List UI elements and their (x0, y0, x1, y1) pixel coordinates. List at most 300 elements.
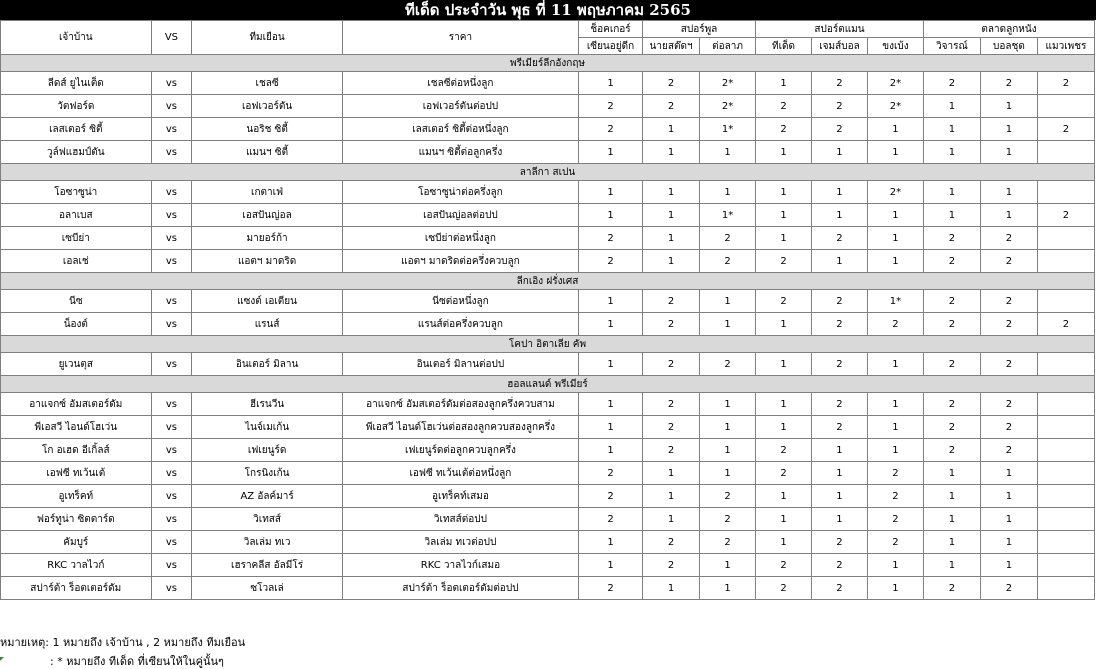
pick-cell: 1 (700, 416, 756, 439)
header-tipster: เจมส์บอล (812, 38, 868, 55)
match-row (1, 250, 1095, 273)
away-team: ฮีเรนวีน (192, 393, 343, 416)
pick-cell: 2 (643, 290, 700, 313)
pick-cell: 1 (867, 250, 923, 273)
pick-cell: 1 (756, 393, 812, 416)
pick-cell: 1 (867, 353, 923, 376)
pick-cell: 1 (812, 508, 868, 531)
corner-marker (0, 657, 4, 661)
handicap-price: เอฟซี ทเว้นเต้ต่อหนึ่งลูก (342, 462, 578, 485)
pick-cell: 2 (1037, 313, 1094, 336)
pick-cell: 1 (756, 531, 812, 554)
pick-cell: 2 (923, 227, 980, 250)
home-team: นีซ (1, 290, 152, 313)
match-row (1, 577, 1095, 600)
pick-cell: 1 (700, 462, 756, 485)
pick-cell: 2 (923, 439, 980, 462)
header-tipster: ขงเบ้ง (867, 38, 923, 55)
away-team: ไนจ์เมเก้น (192, 416, 343, 439)
pick-cell: 1 (812, 250, 868, 273)
pick-cell: 1 (643, 485, 700, 508)
pick-cell: 2 (756, 462, 812, 485)
match-row (1, 204, 1095, 227)
pick-cell: 1 (812, 485, 868, 508)
handicap-price: RKC วาลไวก์เสมอ (342, 554, 578, 577)
pick-cell: 2 (980, 72, 1037, 95)
pick-cell: 1 (923, 508, 980, 531)
pick-cell: 2 (812, 313, 868, 336)
pick-cell: 1 (812, 204, 868, 227)
pick-cell: 2 (923, 416, 980, 439)
pick-cell: 1 (980, 531, 1037, 554)
home-team: พีเอสวี ไอนด์โฮเว่น (1, 416, 152, 439)
handicap-price: นีซต่อหนึ่งลูก (342, 290, 578, 313)
pick-cell: 1 (643, 250, 700, 273)
pick-cell: 2 (578, 462, 642, 485)
pick-cell (1037, 250, 1094, 273)
pick-cell: 2 (812, 353, 868, 376)
pick-cell: 1 (867, 118, 923, 141)
pick-cell (1037, 439, 1094, 462)
away-team: AZ อัลค์มาร์ (192, 485, 343, 508)
pick-cell: 1 (643, 204, 700, 227)
handicap-price: โอซาซูน่าต่อครึ่งลูก (342, 181, 578, 204)
pick-cell: 1 (980, 462, 1037, 485)
pick-cell: 2 (867, 485, 923, 508)
vs-label: vs (151, 181, 192, 204)
away-team: เอสปันญ่อล (192, 204, 343, 227)
pick-cell: 1 (700, 439, 756, 462)
pick-cell (1037, 508, 1094, 531)
pick-cell: 2 (812, 95, 868, 118)
pick-cell: 1 (700, 313, 756, 336)
pick-cell: 1 (643, 508, 700, 531)
pick-cell: 2 (923, 290, 980, 313)
pick-cell: 1 (923, 95, 980, 118)
pick-cell: 1 (756, 141, 812, 164)
vs-label: vs (151, 313, 192, 336)
match-row (1, 439, 1095, 462)
pick-cell: 1 (700, 554, 756, 577)
match-row (1, 416, 1095, 439)
pick-cell: 1 (812, 462, 868, 485)
pick-cell: 1 (578, 393, 642, 416)
pick-cell: 1* (700, 118, 756, 141)
pick-cell: 2 (578, 485, 642, 508)
pick-cell: 2 (700, 353, 756, 376)
vs-label: vs (151, 141, 192, 164)
pick-cell: 1 (980, 141, 1037, 164)
away-team: เอฟเวอร์ตัน (192, 95, 343, 118)
pick-cell: 2 (812, 227, 868, 250)
pick-cell: 2 (812, 416, 868, 439)
pick-cell: 1 (867, 227, 923, 250)
away-team: แอตฯ มาดริด (192, 250, 343, 273)
pick-cell: 2 (1037, 72, 1094, 95)
pick-cell (1037, 485, 1094, 508)
pick-cell (1037, 227, 1094, 250)
vs-label: vs (151, 508, 192, 531)
pick-cell: 2 (756, 554, 812, 577)
home-team: อูเทร็คท์ (1, 485, 152, 508)
vs-label: vs (151, 577, 192, 600)
header-tipster: นายสต๊ดฯ (643, 38, 700, 55)
pick-cell: 1 (578, 439, 642, 462)
pick-cell (1037, 577, 1094, 600)
pick-cell: 2 (578, 118, 642, 141)
pick-cell (1037, 554, 1094, 577)
pick-cell: 1 (643, 118, 700, 141)
pick-cell: 1 (867, 393, 923, 416)
pick-cell: 1 (812, 141, 868, 164)
pick-cell: 1 (643, 577, 700, 600)
header-tipster: แมวเพชร (1037, 38, 1094, 55)
pick-cell: 2 (643, 531, 700, 554)
pick-cell: 1 (578, 531, 642, 554)
pick-cell (1037, 141, 1094, 164)
vs-label: vs (151, 439, 192, 462)
pick-cell: 2 (980, 577, 1037, 600)
pick-cell: 2 (923, 393, 980, 416)
home-team: RKC วาลไวก์ (1, 554, 152, 577)
match-row (1, 313, 1095, 336)
match-row (1, 462, 1095, 485)
pick-cell: 2 (643, 353, 700, 376)
pick-cell: 1 (756, 72, 812, 95)
away-team: เฮราคลีส อัลมีโร่ (192, 554, 343, 577)
vs-label: vs (151, 393, 192, 416)
pick-cell (1037, 353, 1094, 376)
pick-cell: 1* (867, 290, 923, 313)
league-row (1, 164, 1095, 181)
pick-cell: 2 (812, 531, 868, 554)
away-team: วิเทสส์ (192, 508, 343, 531)
home-team: ฟอร์ทูน่า ซิตตาร์ด (1, 508, 152, 531)
pick-cell: 2 (756, 250, 812, 273)
pick-cell: 1 (812, 181, 868, 204)
pick-cell: 2 (980, 250, 1037, 273)
pick-cell: 1 (700, 181, 756, 204)
match-row (1, 118, 1095, 141)
away-team: แรนส์ (192, 313, 343, 336)
vs-label: vs (151, 204, 192, 227)
match-row (1, 95, 1095, 118)
pick-cell (1037, 95, 1094, 118)
pick-cell: 2 (643, 95, 700, 118)
home-team: ยูเวนตุส (1, 353, 152, 376)
match-row (1, 554, 1095, 577)
home-team: อลาเบส (1, 204, 152, 227)
vs-label: vs (151, 554, 192, 577)
pick-cell: 2 (867, 462, 923, 485)
match-row (1, 393, 1095, 416)
pick-cell: 2* (700, 72, 756, 95)
match-row (1, 227, 1095, 250)
away-team: แซงต์ เอเตียน (192, 290, 343, 313)
home-team: อาแจกซ์ อัมสเตอร์ดัม (1, 393, 152, 416)
handicap-price: สปาร์ต้า ร็อตเตอร์ดัมต่อปป (342, 577, 578, 600)
handicap-price: แอตฯ มาดริดต่อครึ่งควบลูก (342, 250, 578, 273)
home-team: เอลเช่ (1, 250, 152, 273)
header-tipster: วิจารณ์ (923, 38, 980, 55)
pick-cell: 2 (980, 416, 1037, 439)
home-team: คัมบูร์ (1, 531, 152, 554)
header-group-talad: ตลาดลูกหนัง (923, 21, 1094, 38)
home-team: ลีดส์ ยูไนเต็ด (1, 72, 152, 95)
home-team: น็องต์ (1, 313, 152, 336)
pick-cell (1037, 531, 1094, 554)
pick-cell: 1 (756, 508, 812, 531)
home-team: วูล์ฟแฮมป์ตัน (1, 141, 152, 164)
header-group-sportsman: สปอร์ตแมน (756, 21, 924, 38)
pick-cell: 2 (700, 508, 756, 531)
match-row (1, 141, 1095, 164)
note-legend: หมายเหตุ: 1 หมายถึง เจ้าบ้าน , 2 หมายถึง ทีมเยือน (0, 636, 246, 649)
pick-cell: 1 (578, 313, 642, 336)
home-team: โอซาซูน่า (1, 181, 152, 204)
pick-cell: 2 (756, 439, 812, 462)
handicap-price: แรนส์ต่อครึ่งควบลูก (342, 313, 578, 336)
pick-cell: 1 (578, 72, 642, 95)
pick-cell (1037, 462, 1094, 485)
pick-cell: 1 (700, 577, 756, 600)
vs-label: vs (151, 290, 192, 313)
header-away: ทีมเยือน (192, 21, 343, 55)
pick-cell: 2 (980, 439, 1037, 462)
pick-cell: 2 (1037, 204, 1094, 227)
match-row (1, 72, 1095, 95)
match-row (1, 181, 1095, 204)
pick-cell: 2 (923, 353, 980, 376)
pick-cell: 1 (980, 508, 1037, 531)
pick-cell: 1 (867, 204, 923, 227)
pick-cell (1037, 393, 1094, 416)
vs-label: vs (151, 531, 192, 554)
pick-cell: 1 (980, 554, 1037, 577)
league-row (1, 336, 1095, 353)
pick-cell: 1 (867, 439, 923, 462)
pick-cell: 2 (923, 72, 980, 95)
pick-cell: 1 (578, 353, 642, 376)
pick-cell: 1 (578, 554, 642, 577)
pick-cell: 1 (923, 531, 980, 554)
header-tipster: บอลชุด (980, 38, 1037, 55)
pick-cell: 2 (578, 250, 642, 273)
away-team: เกตาเฟ่ (192, 181, 343, 204)
away-team: อินเตอร์ มิลาน (192, 353, 343, 376)
vs-label: vs (151, 95, 192, 118)
league-title: โคปา อิตาเลีย คัพ (1, 336, 1095, 353)
league-title: ฮอลแลนด์ พรีเมียร์ (1, 376, 1095, 393)
pick-cell: 1* (700, 204, 756, 227)
pick-cell: 1 (643, 227, 700, 250)
handicap-price: วิลเล่ม ทเวต่อปป (342, 531, 578, 554)
home-team: เอฟซี ทเว้นเต้ (1, 462, 152, 485)
league-row (1, 55, 1095, 72)
pick-cell: 1 (756, 227, 812, 250)
pick-cell: 1 (756, 353, 812, 376)
pick-cell: 1 (578, 416, 642, 439)
pick-cell: 1 (578, 290, 642, 313)
handicap-price: อูเทร็คท์เสมอ (342, 485, 578, 508)
pick-cell: 2 (578, 95, 642, 118)
pick-cell: 1 (867, 141, 923, 164)
handicap-price: เซบีย่าต่อหนึ่งลูก (342, 227, 578, 250)
pick-cell (1037, 181, 1094, 204)
pick-cell: 2 (867, 531, 923, 554)
away-team: วิลเล่ม ทเว (192, 531, 343, 554)
pick-cell: 1 (980, 485, 1037, 508)
pick-cell: 1 (700, 393, 756, 416)
vs-label: vs (151, 353, 192, 376)
pick-cell: 1 (867, 554, 923, 577)
handicap-price: เอสปันญ่อลต่อปป (342, 204, 578, 227)
vs-label: vs (151, 118, 192, 141)
pick-cell: 1 (756, 485, 812, 508)
tips-table (0, 20, 1095, 600)
pick-cell: 2 (578, 577, 642, 600)
pick-cell: 1 (578, 141, 642, 164)
pick-cell: 2 (923, 313, 980, 336)
pick-cell: 1 (812, 439, 868, 462)
header-group-sporpool: สปอร์พูล (643, 21, 756, 38)
handicap-price: เชลซีต่อหนึ่งลูก (342, 72, 578, 95)
home-team: เซบีย่า (1, 227, 152, 250)
match-row (1, 508, 1095, 531)
pick-cell: 2 (980, 353, 1037, 376)
pick-cell: 2 (643, 416, 700, 439)
vs-label: vs (151, 485, 192, 508)
pick-cell: 2 (980, 227, 1037, 250)
pick-cell: 2 (578, 227, 642, 250)
pick-cell: 2 (980, 313, 1037, 336)
pick-cell: 2* (867, 181, 923, 204)
handicap-price: เอฟเวอร์ตันต่อปป (342, 95, 578, 118)
pick-cell: 2 (867, 313, 923, 336)
pick-cell: 2 (812, 577, 868, 600)
match-row (1, 290, 1095, 313)
pick-cell: 2 (1037, 118, 1094, 141)
pick-cell: 2 (980, 393, 1037, 416)
league-row (1, 376, 1095, 393)
pick-cell: 1 (980, 95, 1037, 118)
pick-cell: 2* (867, 72, 923, 95)
pick-cell: 2 (643, 554, 700, 577)
header-group-shocker: ช็อคเกอร์ (578, 21, 642, 38)
pick-cell: 2 (923, 577, 980, 600)
pick-cell: 1 (923, 181, 980, 204)
vs-label: vs (151, 250, 192, 273)
pick-cell: 2 (700, 485, 756, 508)
pick-cell: 1 (867, 577, 923, 600)
header-vs: VS (151, 21, 192, 55)
pick-cell: 2 (643, 72, 700, 95)
away-team: เฟเยนูร์ด (192, 439, 343, 462)
handicap-price: พีเอสวี ไอนด์โฮเว่นต่อสองลูกควบสองลูกครึ่ง (342, 416, 578, 439)
pick-cell: 2 (643, 313, 700, 336)
pick-cell: 2 (578, 508, 642, 531)
league-row (1, 273, 1095, 290)
pick-cell: 1 (980, 118, 1037, 141)
pick-cell: 1 (756, 313, 812, 336)
pick-cell: 2 (980, 290, 1037, 313)
pick-cell: 1 (643, 181, 700, 204)
handicap-price: เลสเตอร์ ซิตี้ต่อหนึ่งลูก (342, 118, 578, 141)
pick-cell: 2 (756, 118, 812, 141)
pick-cell: 2 (923, 250, 980, 273)
handicap-price: อาแจกซ์ อัมสเตอร์ดัมต่อสองลูกครึ่งควบสาม (342, 393, 578, 416)
pick-cell: 1 (578, 204, 642, 227)
pick-cell: 2 (812, 72, 868, 95)
pick-cell: 2 (812, 290, 868, 313)
page-title: ทีเด็ด ประจำวัน พุธ ที่ 11 พฤษภาคม 2565 (0, 0, 1096, 20)
pick-cell: 1 (923, 462, 980, 485)
pick-cell: 2 (700, 227, 756, 250)
home-team: โก อเฮด อีเกิ้ลส์ (1, 439, 152, 462)
vs-label: vs (151, 416, 192, 439)
pick-cell: 1 (756, 204, 812, 227)
pick-cell: 1 (980, 204, 1037, 227)
pick-cell (1037, 416, 1094, 439)
pick-cell: 1 (867, 416, 923, 439)
handicap-price: เฟเยนูร์ดต่อลูกควบลูกครึ่ง (342, 439, 578, 462)
pick-cell: 1 (980, 181, 1037, 204)
pick-cell: 1 (578, 181, 642, 204)
league-title: พรีเมียร์ลีกอังกฤษ (1, 55, 1095, 72)
match-row (1, 353, 1095, 376)
pick-cell: 1 (643, 462, 700, 485)
pick-cell: 1 (643, 141, 700, 164)
away-team: โกรนิงเก้น (192, 462, 343, 485)
pick-cell: 1 (923, 118, 980, 141)
pick-cell: 2 (756, 95, 812, 118)
league-title: ลีกเอิง ฝรั่งเศส (1, 273, 1095, 290)
pick-cell: 2 (812, 118, 868, 141)
note-star: : * หมายถึง ทีเด็ด ที่เซียนให้ในคู่นั้นๆ (50, 655, 224, 668)
pick-cell: 2 (756, 577, 812, 600)
handicap-price: อินเตอร์ มิลานต่อปป (342, 353, 578, 376)
away-team: แมนฯ ซิตี้ (192, 141, 343, 164)
pick-cell: 1 (923, 554, 980, 577)
pick-cell: 2 (756, 290, 812, 313)
home-team: สปาร์ต้า ร็อตเตอร์ดัม (1, 577, 152, 600)
pick-cell: 2 (812, 554, 868, 577)
away-team: นอริช ซิตี้ (192, 118, 343, 141)
pick-cell: 1 (756, 181, 812, 204)
match-row (1, 531, 1095, 554)
home-team: วัตฟอร์ด (1, 95, 152, 118)
header-tipster: ทีเด็ด (756, 38, 812, 55)
pick-cell: 2 (643, 393, 700, 416)
header-tipster: ต่อลาภ (700, 38, 756, 55)
home-team: เลสเตอร์ ซิตี้ (1, 118, 152, 141)
pick-cell: 1 (923, 204, 980, 227)
pick-cell: 2* (700, 95, 756, 118)
pick-cell: 1 (700, 290, 756, 313)
pick-cell: 2 (643, 439, 700, 462)
header-home: เจ้าบ้าน (1, 21, 152, 55)
handicap-price: แมนฯ ซิตี้ต่อลูกครึ่ง (342, 141, 578, 164)
pick-cell: 2* (867, 95, 923, 118)
pick-cell: 2 (867, 508, 923, 531)
pick-cell: 1 (756, 416, 812, 439)
match-row (1, 485, 1095, 508)
vs-label: vs (151, 72, 192, 95)
away-team: มายอร์ก้า (192, 227, 343, 250)
pick-cell (1037, 290, 1094, 313)
pick-cell: 1 (923, 485, 980, 508)
handicap-price: วิเทสส์ต่อปป (342, 508, 578, 531)
